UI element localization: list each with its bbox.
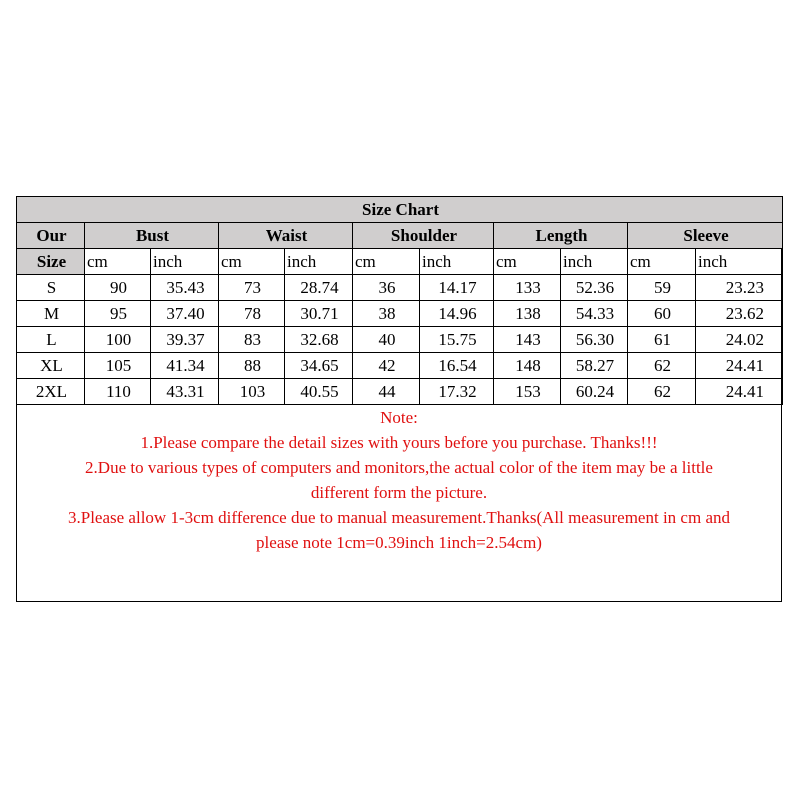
bust-inch-value: 35.43 [151,275,219,301]
unit-inch-label: inch [696,249,783,275]
waist-inch-value: 32.68 [285,327,353,353]
table-row [17,379,783,405]
length-cm-value: 133 [494,275,561,301]
title-row [17,197,783,223]
shoulder-cm-value: 36 [353,275,420,301]
sleeve-inch-value: 24.41 [696,379,783,405]
note-heading: Note: [380,408,418,427]
waist-cm-value: 103 [219,379,285,405]
sleeve-cm-value: 62 [628,353,696,379]
sleeve-cm-value: 62 [628,379,696,405]
waist-inch-value: 30.71 [285,301,353,327]
size-header: Size [17,249,85,275]
sleeve-inch-value: 23.62 [696,301,783,327]
waist-inch-value: 34.65 [285,353,353,379]
table-row [17,275,783,301]
bust-inch-value: 43.31 [151,379,219,405]
waist-inch-value: 40.55 [285,379,353,405]
size-label: L [17,327,85,353]
bust-cm-value: 105 [85,353,151,379]
unit-inch-label: inch [285,249,353,275]
unit-cm-label: cm [353,249,420,275]
shoulder-cm-value: 38 [353,301,420,327]
unit-cm-label: cm [219,249,285,275]
our-header: Our [17,223,85,249]
unit-inch-label: inch [151,249,219,275]
bust-inch-value: 39.37 [151,327,219,353]
waist-cm-value: 78 [219,301,285,327]
length-cm-value: 138 [494,301,561,327]
sleeve-cm-value: 60 [628,301,696,327]
length-cm-value: 143 [494,327,561,353]
chart-title: Size Chart [17,197,783,223]
shoulder-cm-value: 42 [353,353,420,379]
length-inch-value: 58.27 [561,353,628,379]
bust-cm-value: 100 [85,327,151,353]
note-line-2a: 2.Due to various types of computers and monitors,the actual color of the item may be a little [85,458,713,477]
shoulder-inch-value: 17.32 [420,379,494,405]
note-section [17,405,781,555]
note-line-3a: 3.Please allow 1-3cm difference due to manual measurement.Thanks(All measurement in cm and [68,508,730,527]
unit-inch-label: inch [561,249,628,275]
waist-cm-value: 73 [219,275,285,301]
bust-cm-value: 90 [85,275,151,301]
shoulder-inch-value: 16.54 [420,353,494,379]
bust-cm-value: 110 [85,379,151,405]
shoulder-header: Shoulder [353,223,494,249]
shoulder-cm-value: 40 [353,327,420,353]
bust-cm-value: 95 [85,301,151,327]
unit-cm-label: cm [628,249,696,275]
sleeve-inch-value: 24.41 [696,353,783,379]
table-row [17,327,783,353]
note-line-2b: different form the picture. [310,483,488,502]
sleeve-inch-value: 24.02 [696,327,783,353]
table-row [17,301,783,327]
sleeve-inch-value: 23.23 [696,275,783,301]
waist-cm-value: 88 [219,353,285,379]
sleeve-header: Sleeve [628,223,783,249]
waist-header: Waist [219,223,353,249]
bust-header: Bust [85,223,219,249]
length-inch-value: 60.24 [561,379,628,405]
length-inch-value: 54.33 [561,301,628,327]
length-cm-value: 153 [494,379,561,405]
waist-cm-value: 83 [219,327,285,353]
length-cm-value: 148 [494,353,561,379]
sleeve-cm-value: 61 [628,327,696,353]
note-line-1: 1.Please compare the detail sizes with yours before you purchase. Thanks!!! [140,433,658,452]
size-label: 2XL [17,379,85,405]
shoulder-inch-value: 14.17 [420,275,494,301]
size-table [16,196,783,405]
size-label: M [17,301,85,327]
waist-inch-value: 28.74 [285,275,353,301]
bust-inch-value: 37.40 [151,301,219,327]
unit-cm-label: cm [494,249,561,275]
length-header: Length [494,223,628,249]
size-label: XL [17,353,85,379]
table-row [17,353,783,379]
group-header-row [17,223,783,249]
shoulder-cm-value: 44 [353,379,420,405]
length-inch-value: 56.30 [561,327,628,353]
unit-cm-label: cm [85,249,151,275]
shoulder-inch-value: 15.75 [420,327,494,353]
unit-inch-label: inch [420,249,494,275]
unit-header-row [17,249,783,275]
size-label: S [17,275,85,301]
length-inch-value: 52.36 [561,275,628,301]
shoulder-inch-value: 14.96 [420,301,494,327]
bust-inch-value: 41.34 [151,353,219,379]
size-chart-panel [16,196,782,602]
sleeve-cm-value: 59 [628,275,696,301]
note-line-3b: please note 1cm=0.39inch 1inch=2.54cm) [256,533,542,552]
